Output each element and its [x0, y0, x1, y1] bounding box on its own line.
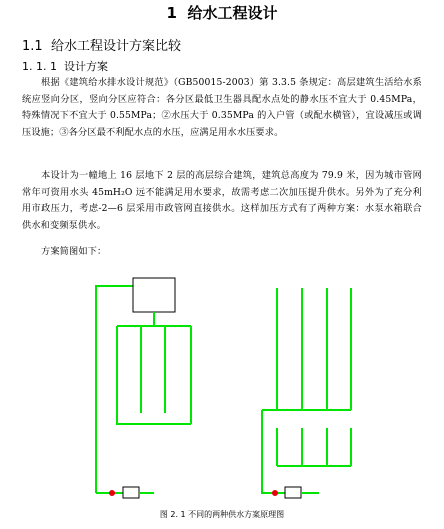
pump-right: [285, 487, 301, 498]
paragraph-code-requirement: 根据《建筑给水排水设计规范》（GB50015-2003）第 3.3.5 条规定：高层建筑生活给水系统应竖向分区，竖向分区应符合：各分区最低卫生器具配水点处的静水压不宜大于 0.45MPa，特殊情况下不宜大于 0.55MPa；②水压大于 0.35MPa 的入户管（或配水横管），宜设减压或调压设施；③各分区最不利配水点的水压，应满足用水水压要求。: [22, 77, 422, 138]
subsection-number: 1. 1. 1: [22, 60, 57, 73]
chapter-heading: [0, 4, 444, 22]
pump-indicator-right-dot: [272, 490, 278, 496]
riser-main-right: [262, 410, 285, 493]
branch-pipe-left-a: [117, 413, 191, 424]
section-number: 1.1: [22, 39, 43, 54]
scheme-pump-tank: [96, 278, 191, 498]
pump-left: [123, 487, 139, 498]
scheme-variable-frequency: [262, 288, 351, 498]
pump-indicator-left-dot: [109, 490, 115, 496]
paragraph-diagram-intro: 方案简图如下：: [41, 246, 107, 257]
section-heading: [22, 39, 181, 55]
paragraph-project-description: 本设计为一幢地上 16 层地下 2 层的高层综合建筑，建筑总高度为 79.9 米，因为城市管网常年可资用水头 45mH₂O 远不能满足用水要求，故需考虑二次加压提升供水。另外为了充分利用市政压力，考虑-2—6 层采用市政管网直接供水。这样加压方式有了两种方案：水泵水箱联合供水和变频泵供水。: [22, 170, 422, 231]
roof-water-tank: [133, 278, 175, 312]
figure-caption: 图 2. 1 不同的两种供水方案原理图: [159, 510, 285, 519]
riser-main-left: [96, 286, 133, 493]
water-supply-schematic: [0, 270, 444, 510]
section-title: 给水工程设计方案比较: [50, 39, 181, 54]
chapter-number: 1: [166, 4, 177, 22]
subsection-heading: [22, 60, 108, 74]
chapter-title: 给水工程设计: [187, 4, 278, 22]
subsection-title: 设计方案: [63, 60, 108, 73]
